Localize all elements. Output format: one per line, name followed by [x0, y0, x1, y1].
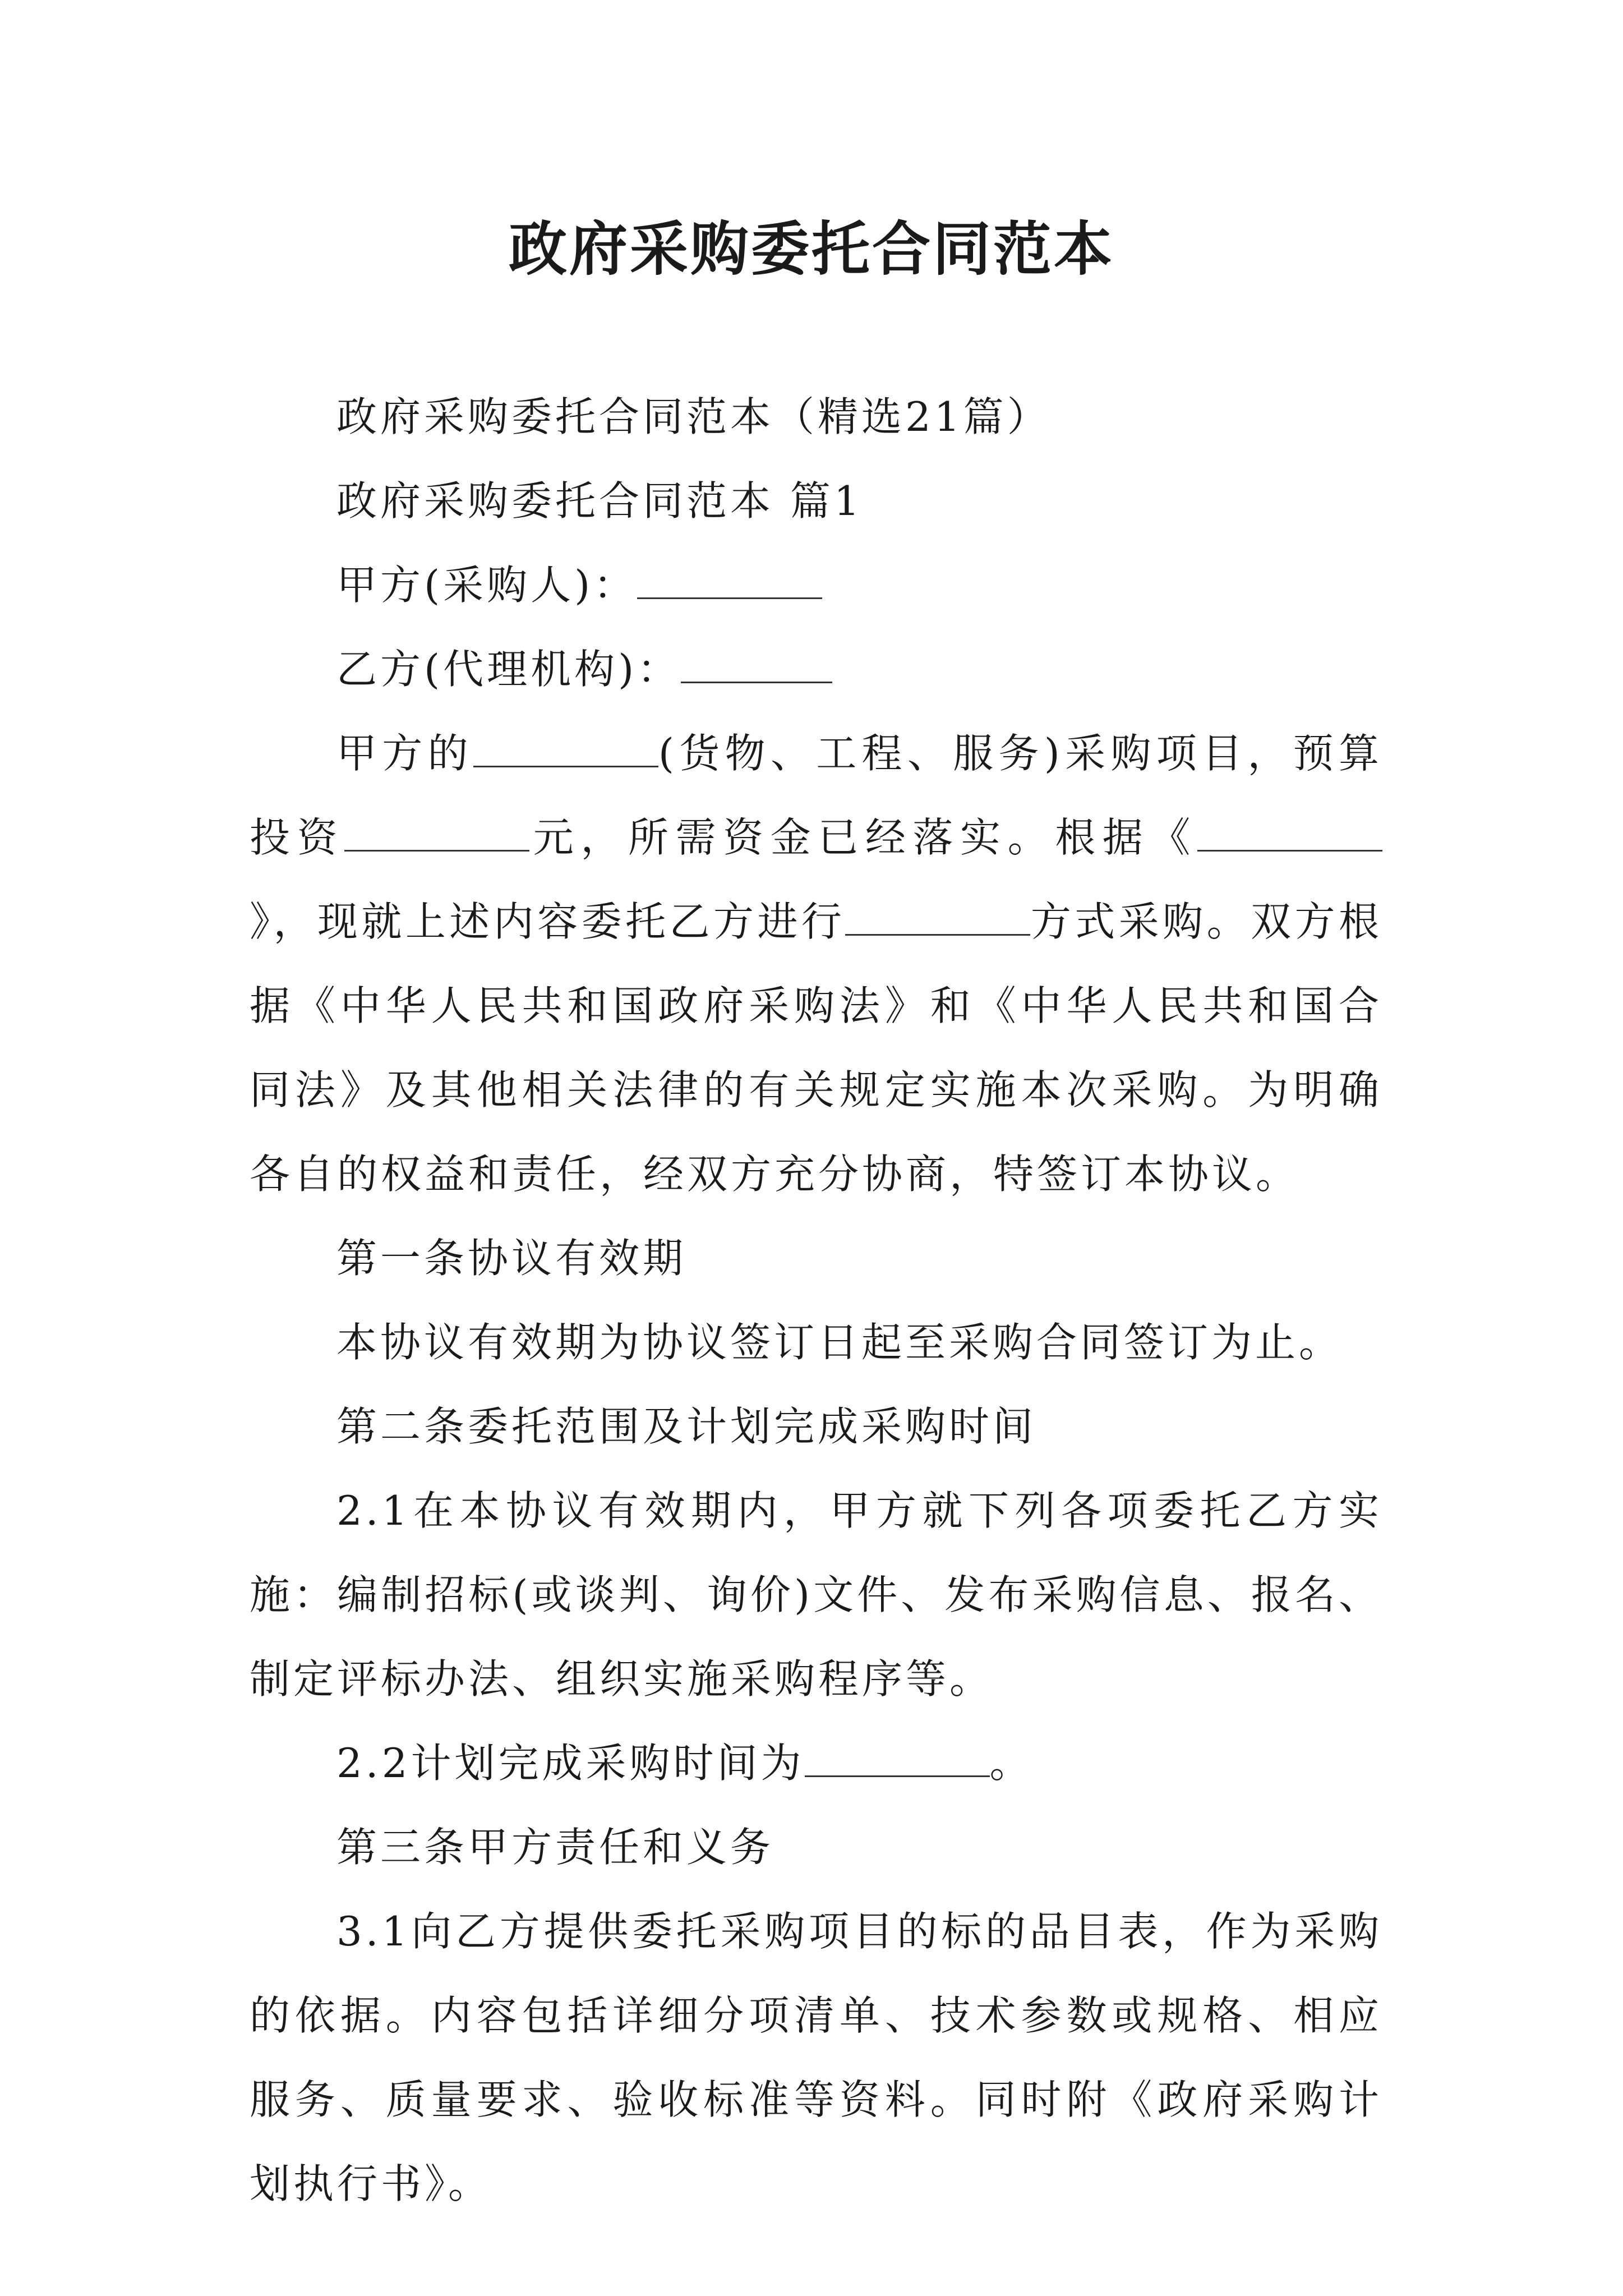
clause-2-2-suffix: 。: [989, 1740, 1034, 1787]
intro-part4: 》，现就上述内容委托乙方进行: [250, 898, 846, 945]
party-b-line: [250, 627, 1382, 711]
party-b-label: 乙方(代理机构)：: [336, 646, 681, 693]
article1-text: 本协议有效期为协议签订日起至采购合同签订为止。: [336, 1319, 1343, 1366]
completion-time-blank: [805, 1736, 990, 1777]
article3-title: 第三条甲方责任和义务: [336, 1824, 774, 1871]
party-a-line: [250, 543, 1382, 627]
intro-part1: 甲方的: [336, 730, 473, 777]
article1-title: 第一条协议有效期: [336, 1235, 687, 1282]
article2-title: 第二条委托范围及计划完成采购时间: [336, 1403, 1037, 1450]
document-subtitle: 政府采购委托合同范本（精选21篇）: [336, 393, 1051, 440]
document-title: 政府采购委托合同范本: [508, 214, 1114, 283]
intro-part5: 方式采购。双方根据《中华人民共和国政府采购法》和《中华人民共和国合同法》及其他相关法律的有关规定实施本次采购。为明确各自的权益和责任，经双方充分协商，特签订本协议。: [250, 898, 1382, 1198]
party-a-label: 甲方(采购人)：: [336, 562, 638, 609]
budget-blank: [344, 811, 529, 852]
intro-part2: (货物、工程、服务)采购项目，预算投资: [250, 730, 1382, 861]
section-heading: 政府采购委托合同范本 篇1: [336, 477, 863, 524]
party-a-blank: [637, 558, 822, 599]
project-blank: [473, 726, 658, 767]
basis-blank: [1197, 811, 1382, 852]
intro-part3: 元，所需资金已经落实。根据《: [529, 814, 1197, 861]
clause-3-1: 3.1向乙方提供委托采购项目的标的品目表，作为采购的依据。内容包括详细分项清单、技术参数或规格、相应服务、质量要求、验收标准等资料。同时附《政府采购计划执行书》。: [250, 1908, 1382, 2207]
clause-2-2: [250, 1721, 1382, 1805]
clause-2-1: 2.1在本协议有效期内，甲方就下列各项委托乙方实施：编制招标(或谈判、询价)文件、发布采购信息、报名、制定评标办法、组织实施采购程序等。: [250, 1487, 1382, 1703]
party-b-blank: [681, 642, 832, 683]
intro-paragraph: [250, 711, 1382, 1216]
clause-2-2-prefix: 2.2计划完成采购时间为: [336, 1740, 805, 1787]
document-body: [250, 375, 1382, 2226]
method-blank: [845, 895, 1030, 936]
